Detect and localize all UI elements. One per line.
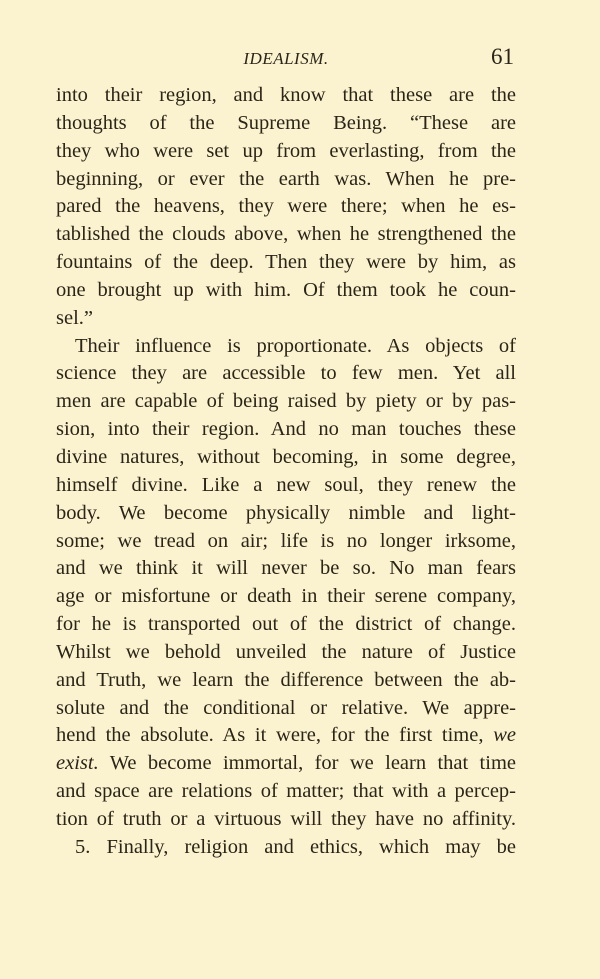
- text-line: [56, 667, 516, 695]
- italic-text: we: [493, 724, 516, 747]
- text-segment: men are capable of being raised by piety or by pas-: [56, 390, 516, 413]
- text-line: [56, 360, 516, 388]
- text-segment: age or misfortune or death in their serene company,: [56, 585, 516, 608]
- text-segment: body. We become physically nimble and light-: [56, 501, 516, 524]
- text-segment: into their region, and know that these are the: [56, 84, 516, 106]
- text-line: [56, 416, 516, 444]
- text-line: [56, 611, 516, 639]
- text-line: [56, 110, 516, 138]
- text-line: [56, 444, 516, 472]
- text-segment: one brought up with him. Of them took he coun-: [56, 278, 516, 301]
- text-line: [56, 555, 516, 583]
- text-segment: for he is transported out of the district of change.: [56, 613, 516, 636]
- text-line: [56, 193, 516, 221]
- text-line: [56, 806, 516, 834]
- text-segment: Whilst we behold unveiled the nature of Justice: [56, 640, 516, 663]
- text-segment: hend the absolute. As it were, for the first time,: [56, 724, 494, 747]
- text-segment: sel.”: [56, 306, 93, 329]
- text-segment: they who were set up from everlasting, from the: [56, 139, 516, 162]
- text-segment: fountains of the deep. Then they were by him, as: [56, 251, 516, 274]
- text-segment: and we think it will never be so. No man fears: [56, 557, 516, 580]
- text-segment: solute and the conditional or relative. We appre-: [56, 696, 516, 719]
- text-segment: We become immortal, for we learn that time: [98, 752, 516, 775]
- text-segment: divine natures, without becoming, in some degree,: [56, 445, 516, 468]
- text-line: [56, 750, 516, 778]
- text-line: [56, 500, 516, 528]
- text-segment: himself divine. Like a new soul, they renew the: [56, 473, 516, 496]
- text-line: [56, 388, 516, 416]
- text-line: [56, 166, 516, 194]
- text-line: [56, 834, 516, 862]
- running-head: [56, 44, 516, 70]
- text-segment: tion of truth or a virtuous will they have no affinity.: [56, 807, 516, 830]
- text-segment: sion, into their region. And no man touches these: [56, 418, 516, 441]
- text-segment: pared the heavens, they were there; when he es-: [56, 195, 516, 218]
- italic-text: exist.: [56, 752, 99, 775]
- text-line: [56, 583, 516, 611]
- text-segment: 5. Finally, religion and ethics, which may be: [75, 835, 516, 858]
- text-segment: beginning, or ever the earth was. When he pre-: [56, 167, 516, 190]
- text-line: [56, 249, 516, 277]
- page-number: 61: [491, 44, 514, 69]
- text-segment: tablished the clouds above, when he strengthened the: [56, 223, 516, 246]
- text-segment: thoughts of the Supreme Being. “These are: [56, 111, 516, 134]
- text-line: [56, 305, 516, 333]
- text-segment: some; we tread on air; life is no longer irksome,: [56, 529, 516, 552]
- text-line: [56, 528, 516, 556]
- text-segment: Their influence is proportionate. As objects of: [75, 334, 516, 357]
- text-segment: and Truth, we learn the difference between the ab-: [56, 668, 516, 691]
- text-line: [56, 639, 516, 667]
- text-segment: and space are relations of matter; that with a percep-: [56, 780, 516, 803]
- page-body-text: [56, 82, 516, 862]
- text-line: [56, 221, 516, 249]
- text-line: [56, 472, 516, 500]
- text-line: [56, 138, 516, 166]
- text-line: [56, 277, 516, 305]
- running-head-title: IDEALISM.: [243, 49, 329, 68]
- text-segment: science they are accessible to few men. Yet all: [56, 362, 516, 385]
- text-line: [56, 722, 516, 750]
- text-line: [56, 82, 516, 110]
- text-line: [56, 333, 516, 361]
- text-line: [56, 695, 516, 723]
- text-line: [56, 778, 516, 806]
